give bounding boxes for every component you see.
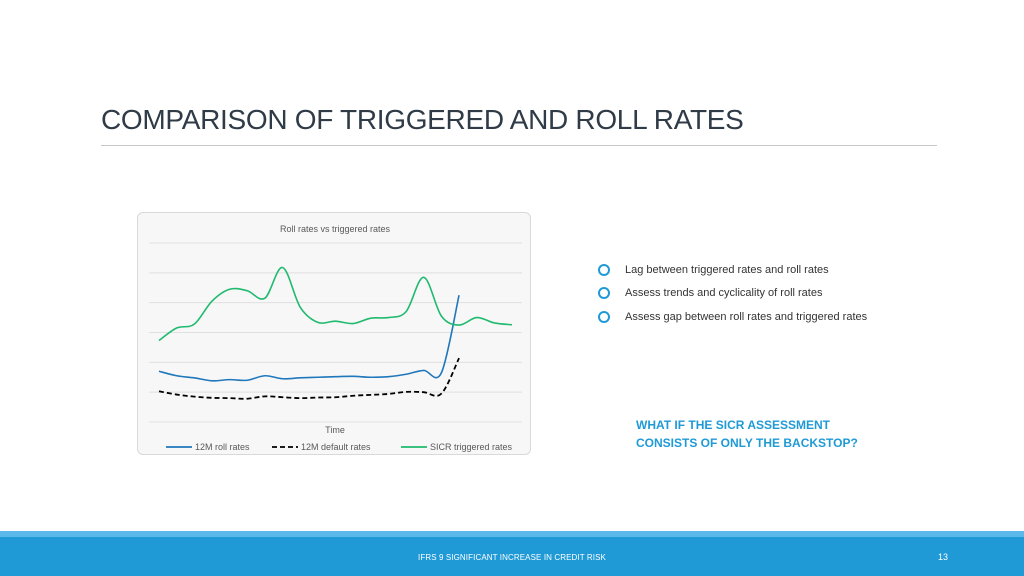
bullet-text: Lag between triggered rates and roll rates xyxy=(625,263,829,276)
series-line-sicr-triggered-rates xyxy=(159,267,512,340)
series-line-12m-default-rates xyxy=(159,358,459,399)
line-chart xyxy=(138,213,532,456)
callout-question xyxy=(636,416,858,452)
chart-gridlines xyxy=(149,243,522,422)
circle-bullet-icon xyxy=(598,264,610,276)
circle-bullet-icon xyxy=(598,287,610,299)
footer-title: IFRS 9 SIGNIFICANT INCREASE IN CREDIT RISK xyxy=(418,553,606,562)
title-divider xyxy=(101,145,937,146)
legend-label: 12M roll rates xyxy=(195,442,250,452)
bullet-text: Assess gap between roll rates and triggered rates xyxy=(625,310,868,323)
page-number: 13 xyxy=(938,552,949,562)
bullet-list xyxy=(598,258,918,329)
legend-label: 12M default rates xyxy=(301,442,371,452)
callout-line: WHAT IF THE SICR ASSESSMENT xyxy=(636,418,831,432)
series-line-12m-roll-rates xyxy=(159,295,459,381)
footer-bar xyxy=(0,537,1024,576)
chart-legend xyxy=(166,442,513,452)
slide-title: COMPARISON OF TRIGGERED AND ROLL RATES xyxy=(101,104,744,135)
bullet-item xyxy=(598,258,918,282)
bullet-item xyxy=(598,282,918,306)
chart-series xyxy=(159,267,512,398)
circle-bullet-icon xyxy=(598,311,610,323)
chart-title: Roll rates vs triggered rates xyxy=(279,224,391,234)
x-axis-label: Time xyxy=(325,425,345,435)
bullet-item xyxy=(598,305,918,329)
legend-label: SICR triggered rates xyxy=(430,442,513,452)
chart-panel xyxy=(137,212,531,455)
bullet-text: Assess trends and cyclicality of roll rates xyxy=(625,287,823,300)
callout-line: CONSISTS OF ONLY THE BACKSTOP? xyxy=(636,436,858,450)
